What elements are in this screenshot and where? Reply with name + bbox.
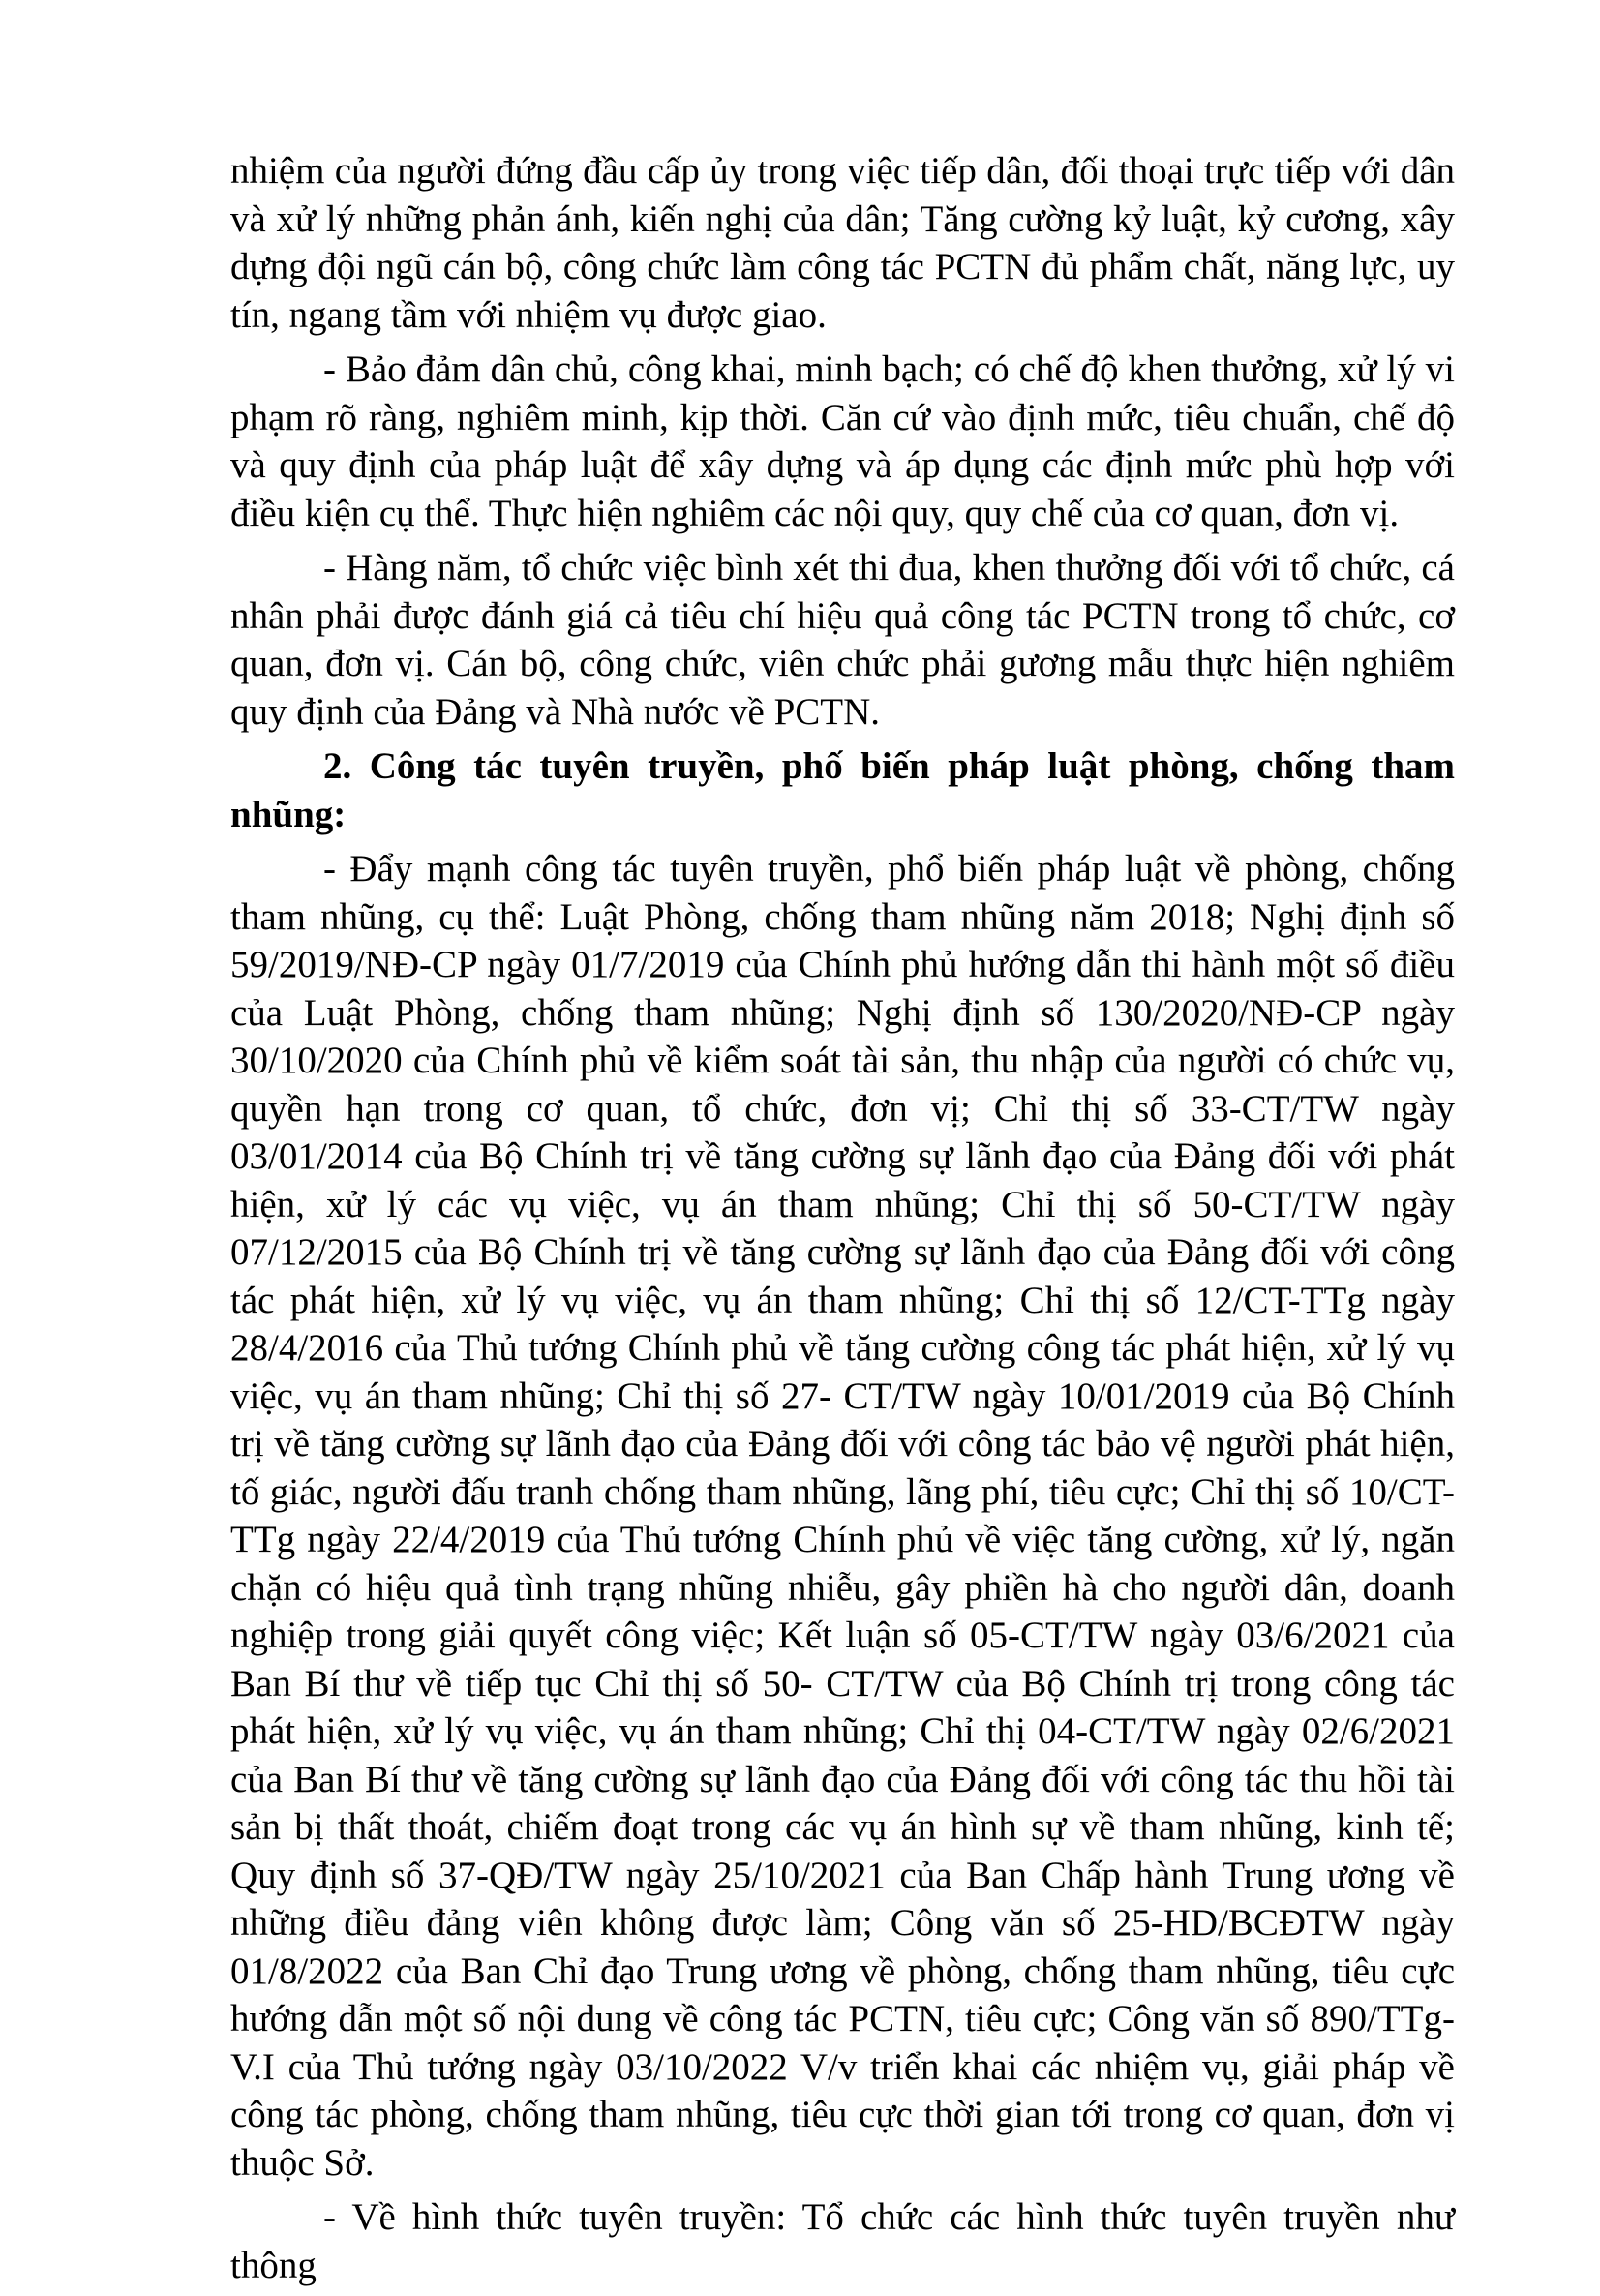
paragraph-democracy: - Bảo đảm dân chủ, công khai, minh bạch; có chế độ khen thưởng, xử lý vi phạm rõ ràng, nghiêm minh, kịp thời. Căn cứ vào định mức, tiêu chuẩn, chế độ và quy định của pháp luật để xây dựng và áp dụng các định mức phù hợp với điều kiện cụ thể. Thực hiện nghiêm các nội quy, quy chế của cơ quan, đơn vị. <box>230 348 1455 534</box>
paragraph-continuation: nhiệm của người đứng đầu cấp ủy trong việc tiếp dân, đối thoại trực tiếp với dân và xử lý những phản ánh, kiến nghị của dân; Tăng cường kỷ luật, kỷ cương, xây dựng đội ngũ cán bộ, công chức làm công tác PCTN đủ phẩm chất, năng lực, uy tín, ngang tầm với nhiệm vụ được giao. <box>230 150 1455 336</box>
paragraph-annual-evaluation: - Hàng năm, tổ chức việc bình xét thi đua, khen thưởng đối với tổ chức, cá nhân phải được đánh giá cả tiêu chí hiệu quả công tác PCTN trong tổ chức, cơ quan, đơn vị. Cán bộ, công chức, viên chức phải gương mẫu thực hiện nghiêm quy định của Đảng và Nhà nước về PCTN. <box>230 547 1455 733</box>
section-heading-2: 2. Công tác tuyên truyền, phố biến pháp luật phòng, chống tham nhũng: <box>230 745 1455 835</box>
document-body <box>230 147 1455 2296</box>
paragraph-propaganda-forms: - Về hình thức tuyên truyền: Tổ chức các hình thức tuyên truyền như thông <box>230 2196 1455 2286</box>
paragraph-legal-propaganda: - Đẩy mạnh công tác tuyên truyền, phổ biến pháp luật về phòng, chống tham nhũng, cụ thể: Luật Phòng, chống tham nhũng năm 2018; Nghị định số 59/2019/NĐ-CP ngày 01/7/2019 của Chính phủ hướng dẫn thi hành một số điều của Luật Phòng, chống tham nhũng; Nghị định số 130/2020/NĐ-CP ngày 30/10/2020 của Chính phủ về kiểm soát tài sản, thu nhập của người có chức vụ, quyền hạn trong cơ quan, tổ chức, đơn vị; Chỉ thị số 33-CT/TW ngày 03/01/2014 của Bộ Chính trị về tăng cường sự lãnh đạo của Đảng đối với phát hiện, xử lý các vụ việc, vụ án tham nhũng; Chỉ thị số 50-CT/TW ngày 07/12/2015 của Bộ Chính trị về tăng cường sự lãnh đạo của Đảng đối với công tác phát hiện, xử lý vụ việc, vụ án tham nhũng; Chỉ thị số 12/CT-TTg ngày 28/4/2016 của Thủ tướng Chính phủ về tăng cường công tác phát hiện, xử lý vụ việc, vụ án tham nhũng; Chỉ thị số 27- CT/TW ngày 10/01/2019 của Bộ Chính trị về tăng cường sự lãnh đạo của Đảng đối với công tác bảo vệ người phát hiện, tố giác, người đấu tranh chống tham nhũng, lãng phí, tiêu cực; Chỉ thị số 10/CT-TTg ngày 22/4/2019 của Thủ tướng Chính phủ về việc tăng cường, xử lý, ngăn chặn có hiệu quả tình trạng nhũng nhiễu, gây phiền hà cho người dân, doanh nghiệp trong giải quyết công việc; Kết luận số 05-CT/TW ngày 03/6/2021 của Ban Bí thư về tiếp tục Chỉ thị số 50- CT/TW của Bộ Chính trị trong công tác phát hiện, xử lý vụ việc, vụ án tham nhũng; Chỉ thị 04-CT/TW ngày 02/6/2021 của Ban Bí thư về tăng cường sự lãnh đạo của Đảng đối với công tác thu hồi tài sản bị thất thoát, chiếm đoạt trong các vụ án hình sự về tham nhũng, kinh tế; Quy định số 37-QĐ/TW ngày 25/10/2021 của Ban Chấp hành Trung ương về những điều đảng viên không được làm; Công văn số 25-HD/BCĐTW ngày 01/8/2022 của Ban Chỉ đạo Trung ương về phòng, chống tham nhũng, tiêu cực hướng dẫn một số nội dung về công tác PCTN, tiêu cực; Công văn số 890/TTg-V.I của Thủ tướng ngày 03/10/2022 V/v triển khai các nhiệm vụ, giải pháp về công tác phòng, chống tham nhũng, tiêu cực thời gian tới trong cơ quan, đơn vị thuộc Sở. <box>230 848 1455 2184</box>
